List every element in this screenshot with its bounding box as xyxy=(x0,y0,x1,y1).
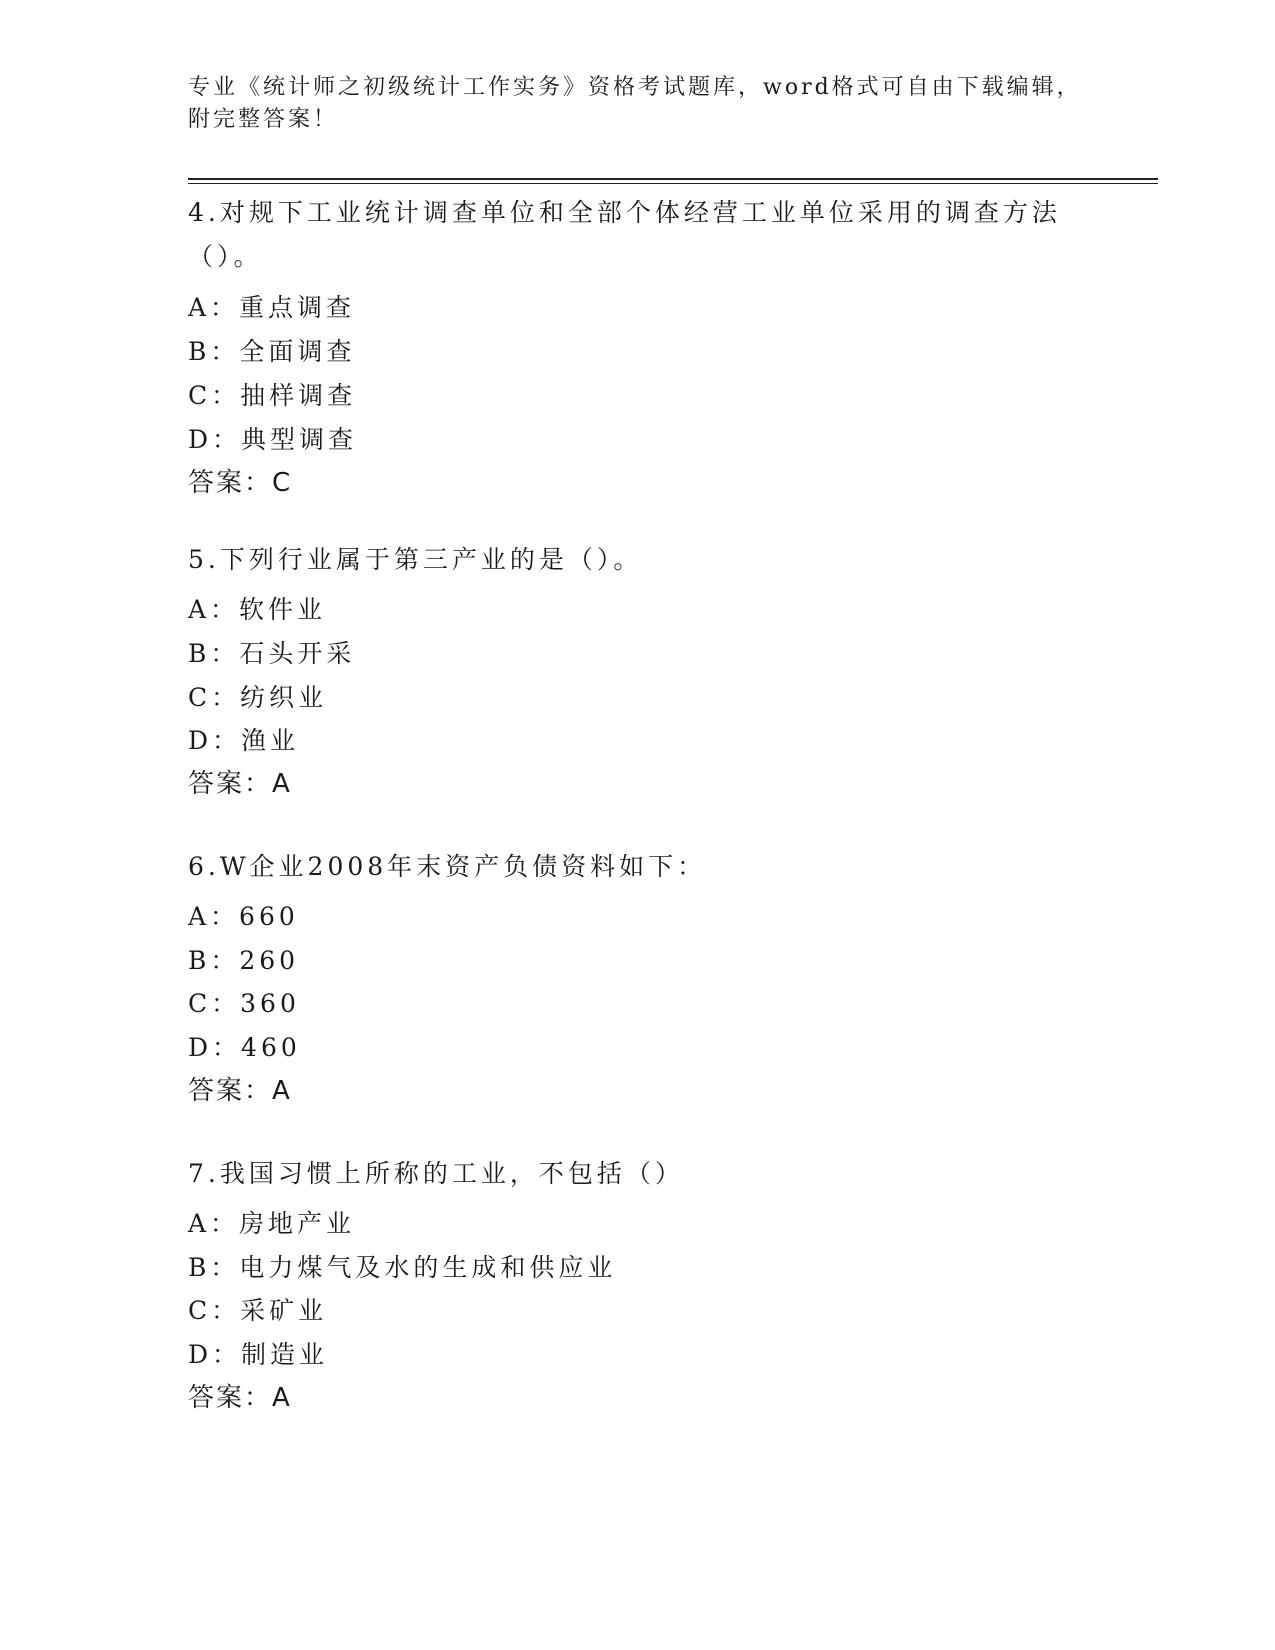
option-b: B：全面调查 xyxy=(188,337,356,366)
answer: 答案：A xyxy=(188,769,292,799)
option-d: D：渔业 xyxy=(188,726,300,755)
option-c: C：采矿业 xyxy=(188,1296,328,1325)
answer: 答案：A xyxy=(188,1076,292,1106)
option-a: A：软件业 xyxy=(188,595,327,624)
option-b: B：260 xyxy=(188,946,300,975)
answer: 答案：A xyxy=(188,1383,292,1413)
answer: 答案：C xyxy=(188,468,293,498)
option-d: D：制造业 xyxy=(188,1340,329,1369)
option-b: B：石头开采 xyxy=(188,639,356,668)
header-line-1: 专业《统计师之初级统计工作实务》资格考试题库，word格式可自由下载编辑， xyxy=(188,75,1082,100)
question-stem: 4.对规下工业统计调查单位和全部个体经营工业单位采用的调查方法 xyxy=(188,198,1061,227)
option-d: D：典型调查 xyxy=(188,425,358,454)
option-a: A：房地产业 xyxy=(188,1209,356,1238)
option-b: B：电力煤气及水的生成和供应业 xyxy=(188,1253,617,1282)
option-d: D：460 xyxy=(188,1033,301,1062)
document-header xyxy=(188,72,1082,136)
option-c: C：抽样调查 xyxy=(188,381,357,410)
option-a: A：重点调查 xyxy=(188,293,356,322)
option-c: C：纺织业 xyxy=(188,683,328,712)
option-c: C：360 xyxy=(188,989,300,1018)
option-a: A：660 xyxy=(188,902,299,931)
header-divider-top xyxy=(188,178,1158,180)
question-stem: 7.我国习惯上所称的工业，不包括（） xyxy=(188,1159,684,1188)
question-stem: 6.W企业2008年末资产负债资料如下： xyxy=(188,852,707,881)
question-stem: 5.下列行业属于第三产业的是（）。 xyxy=(188,545,643,574)
header-line-2: 附完整答案！ xyxy=(188,107,339,132)
header-divider-bottom xyxy=(188,183,1158,184)
question-stem-continued: （）。 xyxy=(188,242,263,271)
